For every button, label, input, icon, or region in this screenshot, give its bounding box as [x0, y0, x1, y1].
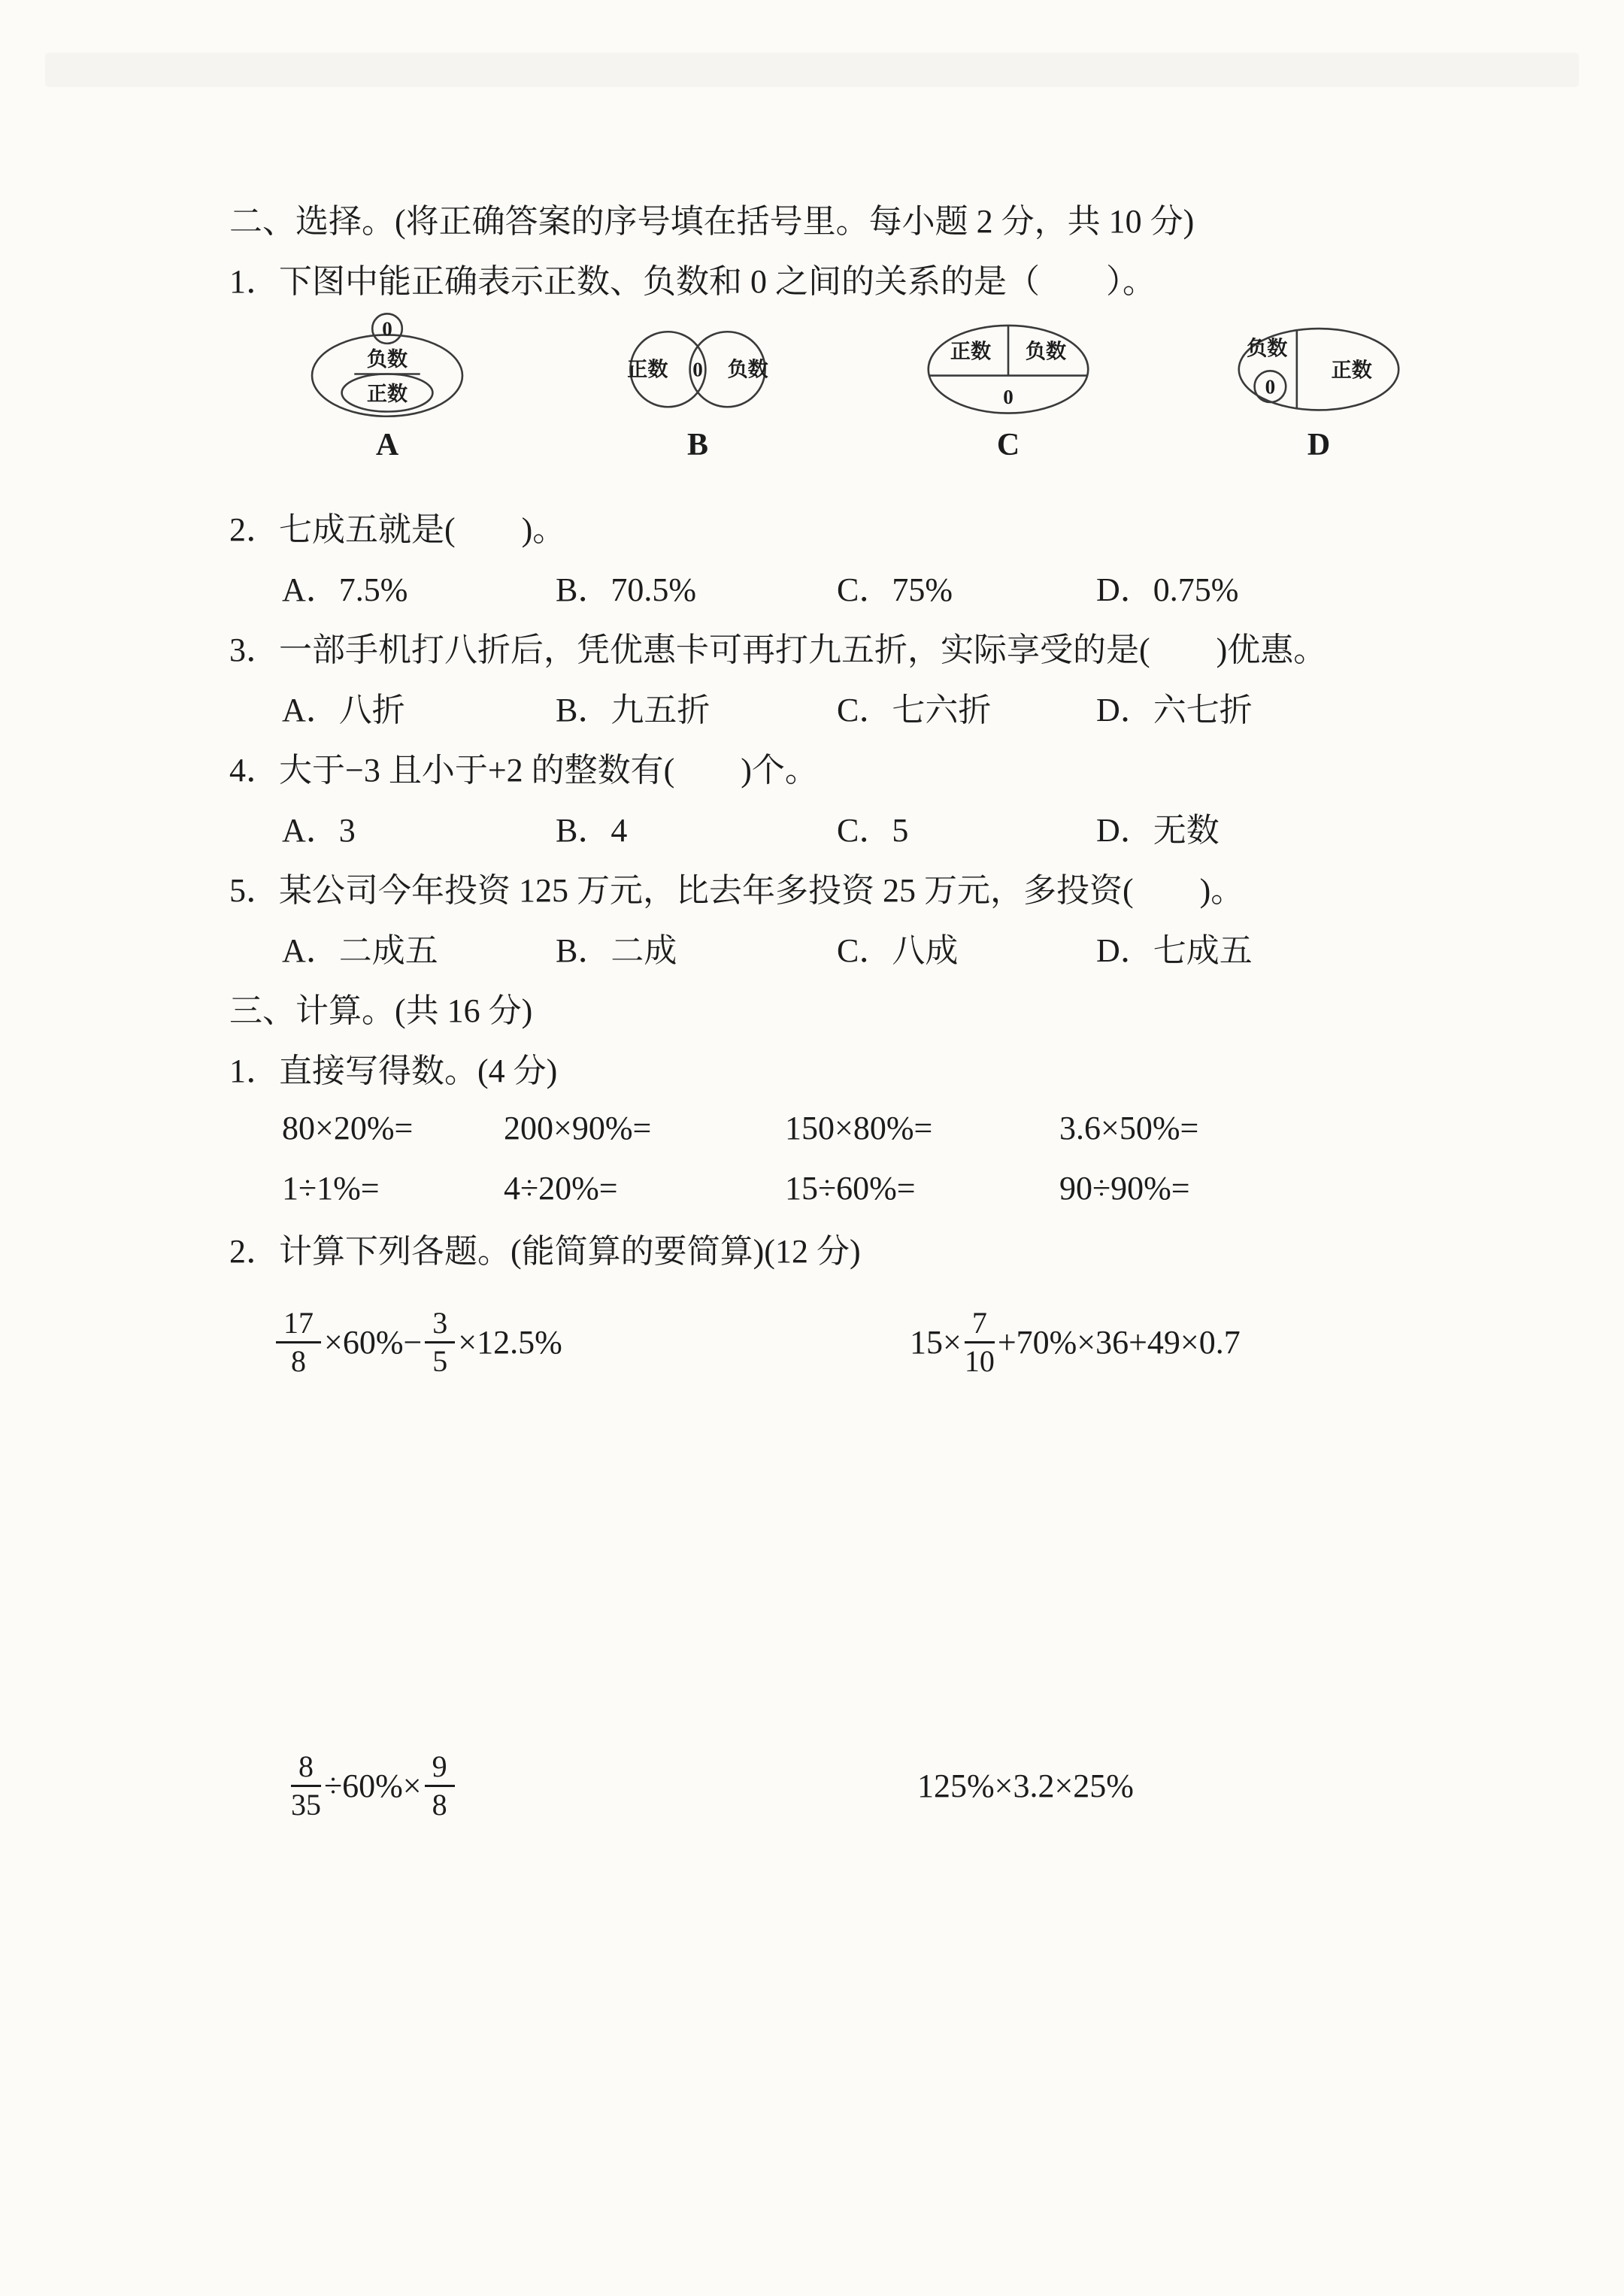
diagram-b-label: B: [686, 428, 708, 462]
calc-row-1: [229, 1098, 1489, 1158]
work-space: [229, 1406, 1489, 1722]
option-3b: B．九五折: [556, 692, 710, 728]
question-2-text: 2．七成五就是( )。: [229, 511, 566, 548]
option-4d: D．无数: [1096, 812, 1220, 849]
question-4-text: 4．大于−3 且小于+2 的整数有( )个。: [229, 752, 818, 789]
calc-item: 200×90%=: [504, 1109, 652, 1146]
option-4a: A．3: [282, 812, 356, 849]
option-4c: C．5: [837, 812, 909, 849]
expression-row-1: [229, 1278, 1489, 1406]
expression-row-2: [229, 1722, 1489, 1849]
expression-2: [910, 1278, 1241, 1406]
fraction: $\frac{3}{5}$: [425, 1307, 455, 1378]
option-5a: A．二成五: [282, 932, 438, 969]
svg-text:0: 0: [382, 317, 392, 341]
option-5c: C．八成: [837, 932, 959, 969]
calc-sub1-text: 1．直接写得数。(4 分): [229, 1053, 558, 1089]
section-heading-choice: 二、选择。(将正确答案的序号填在括号里。每小题 2 分，共 10 分): [229, 203, 1195, 240]
question-3-text: 3．一部手机打八折后，凭优惠卡可再打九五折，实际享受的是( )优惠。: [229, 632, 1327, 668]
option-2c: C．75%: [837, 571, 953, 608]
expression-text: ×60%−: [324, 1323, 423, 1361]
svg-text:负数: 负数: [366, 348, 408, 371]
svg-text:正数: 正数: [366, 382, 408, 405]
calc-item: 3.6×50%=: [1059, 1109, 1199, 1146]
svg-text:负数: 负数: [1025, 340, 1067, 363]
option-3c: C．七六折: [837, 692, 992, 728]
calc-item: 15÷60%=: [785, 1169, 916, 1207]
expression-text: +70%×36+49×0.7: [997, 1323, 1241, 1361]
option-2d: D．0.75%: [1096, 571, 1239, 608]
svg-text:0: 0: [1265, 375, 1276, 398]
calc-sub2-text: 2．计算下列各题。(能简算的要简算)(12 分): [229, 1233, 861, 1270]
question-2-options: [229, 556, 1489, 616]
diagram-d: [1225, 308, 1413, 463]
diagram-d-figure: [1225, 308, 1413, 421]
expression-text: ÷60%×: [324, 1767, 422, 1804]
calc-item: 4÷20%=: [504, 1169, 618, 1207]
diagram-c: [914, 308, 1102, 463]
svg-text:正数: 正数: [950, 340, 992, 363]
option-4b: B．4: [556, 812, 628, 849]
diagram-d-label: D: [1307, 428, 1331, 462]
calc-row-2: [229, 1158, 1489, 1218]
svg-text:正数: 正数: [627, 358, 668, 381]
expression-1: [273, 1278, 562, 1406]
fraction: $\frac{8}{35}$: [291, 1749, 321, 1822]
option-2b: B．70.5%: [556, 571, 696, 608]
section-heading-calc: 三、计算。(共 16 分): [229, 992, 533, 1029]
diagram-c-figure: [914, 308, 1102, 421]
calc-item: 80×20%=: [282, 1109, 414, 1146]
option-3d: D．六七折: [1096, 692, 1253, 728]
option-3a: A．八折: [282, 692, 405, 728]
expression-text: ×12.5%: [458, 1323, 562, 1361]
diagram-a-figure: [293, 308, 481, 421]
diagram-c-label: C: [996, 428, 1020, 462]
diagram-a-label: A: [375, 428, 399, 462]
question-1-text: 1．下图中能正确表示正数、负数和 0 之间的关系的是（ ）。: [229, 263, 1156, 300]
expression-3: [288, 1722, 458, 1849]
option-5d: D．七成五: [1096, 932, 1253, 969]
scan-artifact: [45, 53, 1579, 87]
calc-item: 90÷90%=: [1059, 1169, 1190, 1207]
question-3-options: [229, 677, 1489, 737]
fraction: $\frac{9}{8}$: [425, 1750, 455, 1822]
question-5-text: 5．某公司今年投资 125 万元，比去年多投资 25 万元，多投资( )。: [229, 872, 1244, 909]
calc-item: 150×80%=: [785, 1109, 933, 1146]
expression-text: 15×: [910, 1323, 962, 1361]
option-2a: A．7.5%: [282, 571, 408, 608]
svg-text:0: 0: [1003, 386, 1013, 409]
question-4-options: [229, 797, 1489, 857]
fraction: $\frac{17}{8}$: [276, 1307, 321, 1378]
exam-content: [229, 188, 1489, 1849]
svg-text:负数: 负数: [727, 358, 768, 381]
svg-text:正数: 正数: [1331, 359, 1372, 382]
expression-4: 125%×3.2×25%: [917, 1767, 1134, 1804]
question-1-diagrams: [293, 308, 1489, 481]
svg-text:负数: 负数: [1247, 337, 1288, 360]
diagram-b-figure: [604, 308, 792, 421]
fraction: $\frac{7}{10}$: [964, 1305, 995, 1378]
option-5b: B．二成: [556, 932, 677, 969]
svg-text:0: 0: [692, 358, 703, 381]
calc-item: 1÷1%=: [282, 1169, 380, 1207]
diagram-b: [604, 308, 792, 463]
question-5-options: [229, 917, 1489, 977]
diagram-a: [293, 308, 481, 463]
